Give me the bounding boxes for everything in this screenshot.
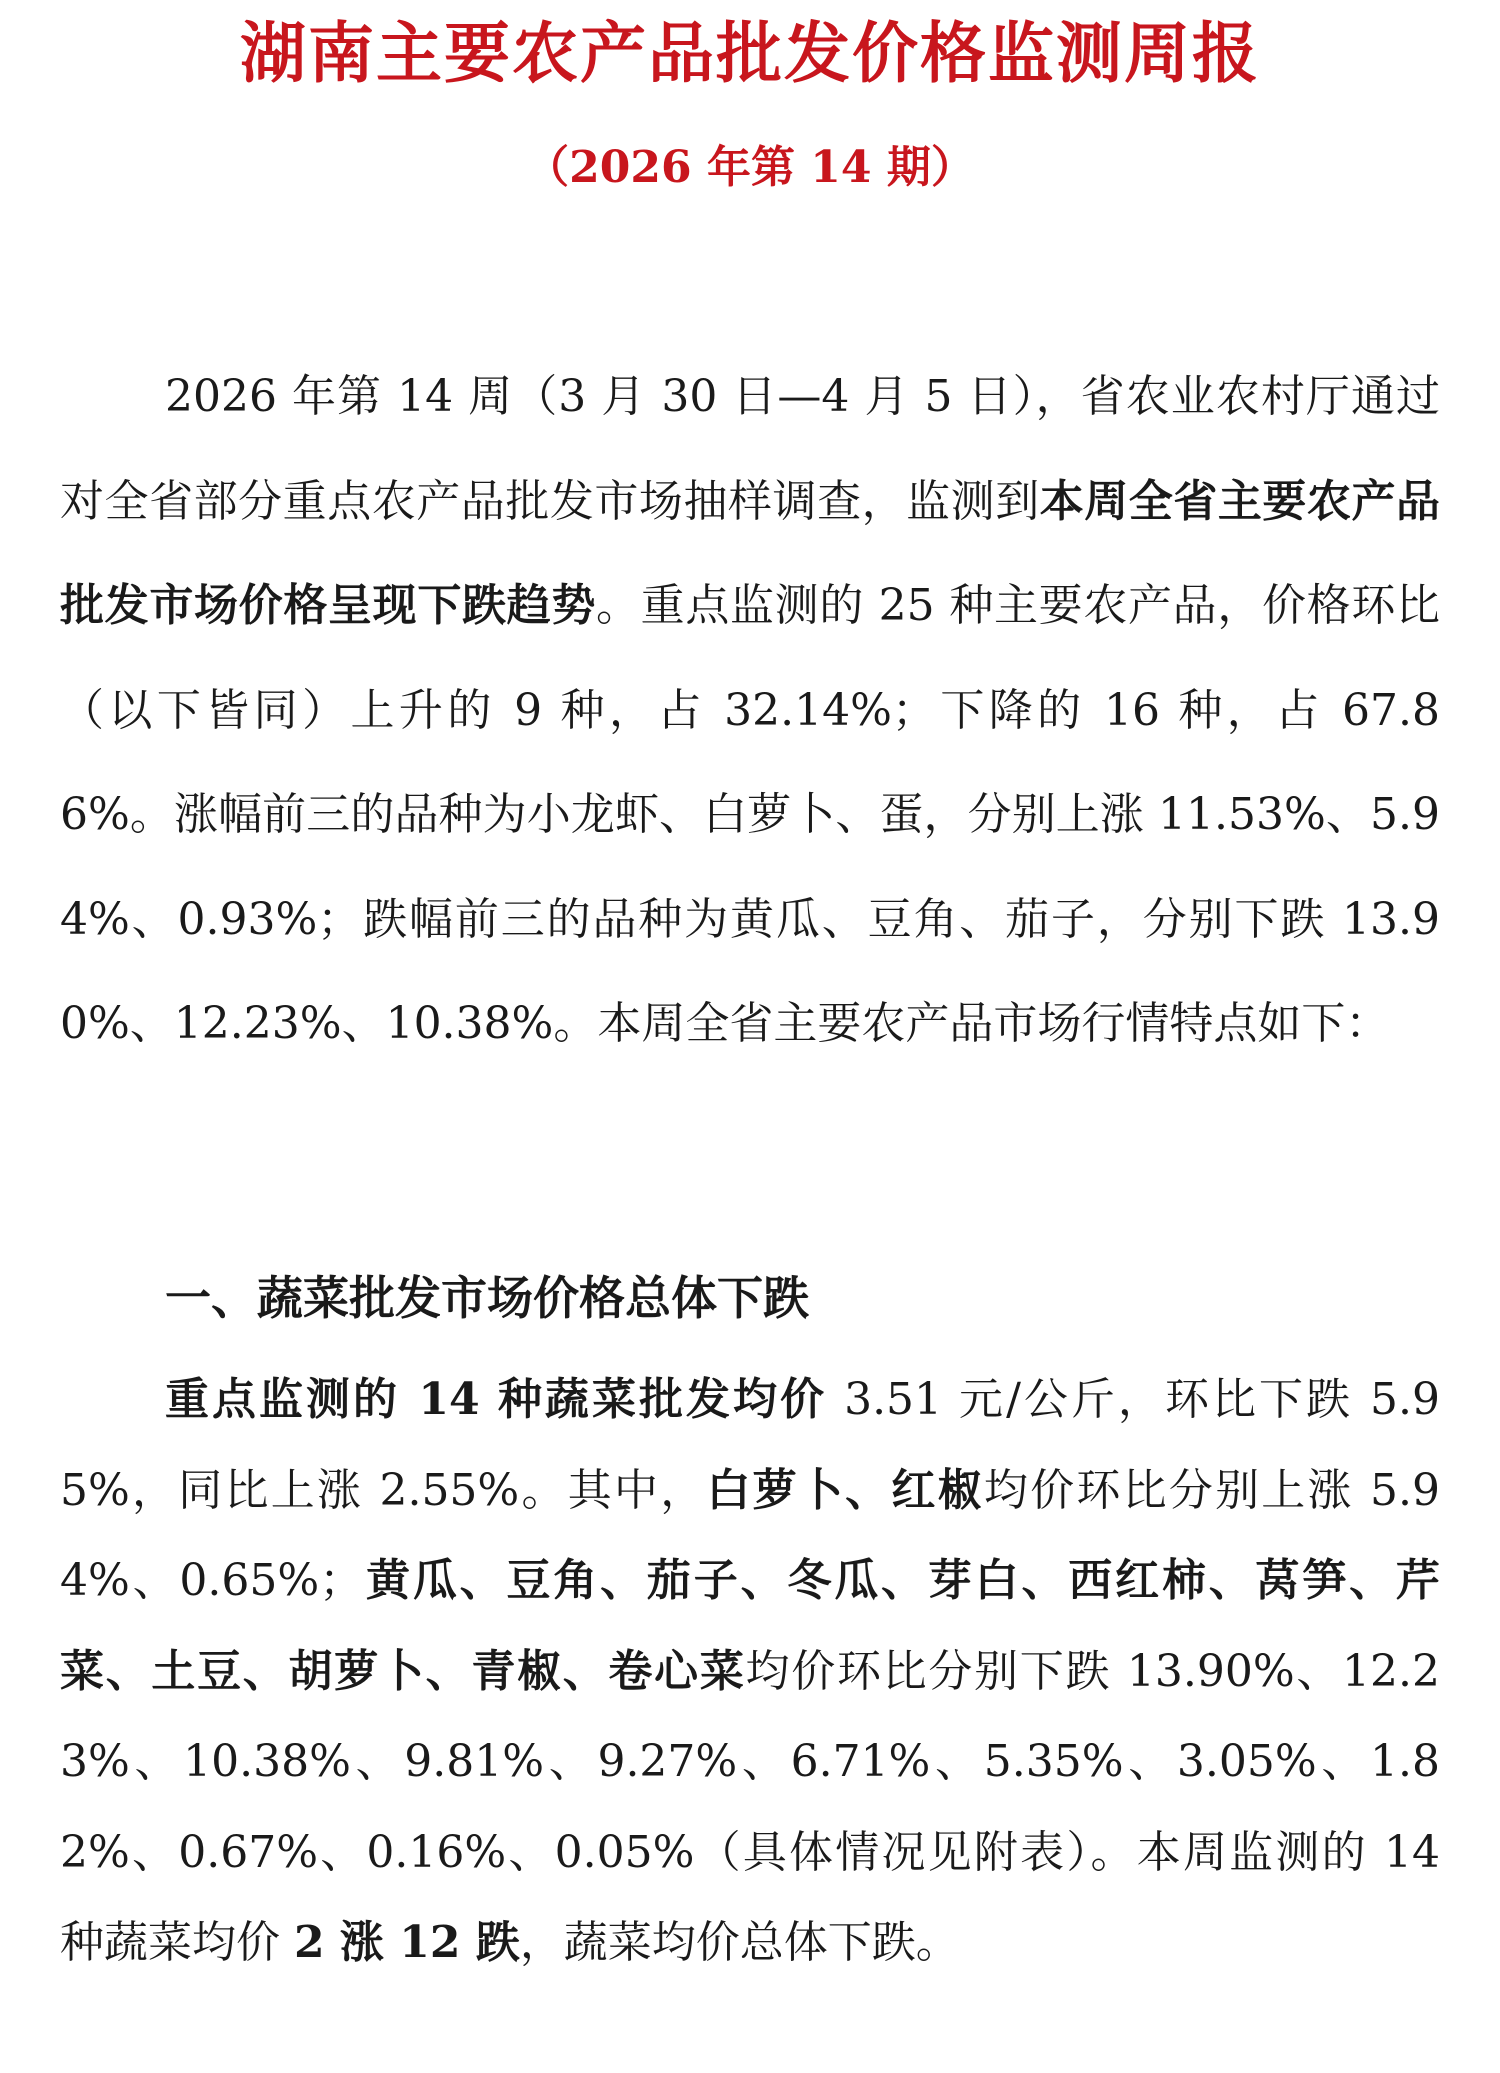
issue-number: （2026 年第 14 期）: [525, 142, 975, 193]
report-title: 湖南主要农产品批发价格监测周报: [240, 14, 1260, 92]
price-tally: 2 涨 12 跌: [294, 1917, 520, 1968]
summary-highlight: 本周全省主要农产品批发市场价格呈现下跌趋势: [60, 475, 1441, 631]
vegetables-paragraph: [60, 1355, 1440, 1989]
vegetables-text-a: 3.51 元/公斤，环比下跌 5.95%，同比上涨 2.55%。其中，: [60, 1374, 1440, 1516]
summary-lead: 2026 年第 14 周（3 月 30 日—4 月 5 日），省农业农村厅通过对全省部分重点农产品批发市场抽样调查，监测到: [60, 371, 1440, 527]
vegetables-text-d: ，蔬菜均价总体下跌。: [519, 1917, 960, 1968]
vegetables-text-b: 均价环比分别上涨 5.94%、0.65%；: [60, 1464, 1440, 1606]
summary-paragraph: [60, 345, 1440, 1077]
summary-body: 。重点监测的 25 种主要农产品，价格环比（以下皆同）上升的 9 种，占 32.14%；下降的 16 种，占 67.86%。涨幅前三的品种为小龙虾、白萝卜、蛋，分别上涨 11.53%、5.94%、0.93%；跌幅前三的品种为黄瓜、豆角、茄子，分别下跌 13.90%、12.23%、10.38%。本周全省主要农产品市场行情特点如下：: [60, 580, 1440, 1049]
vegetables-text-c: 均价环比分别下跌 13.90%、12.23%、10.38%、9.81%、9.27%、6.71%、5.35%、3.05%、1.82%、0.67%、0.16%、0.05%（具体情况见附表）。本周监测的 14 种蔬菜均价: [60, 1645, 1441, 1968]
vegetables-bold-lead: 重点监测的 14 种蔬菜批发均价: [165, 1374, 828, 1425]
falling-items: 黄瓜、豆角、茄子、冬瓜、芽白、西红柿、莴笋、芹菜、土豆、胡萝卜、青椒、卷心菜: [60, 1555, 1440, 1697]
rising-items: 白萝卜、红椒: [706, 1464, 984, 1516]
section-heading-vegetables: 一、蔬菜批发市场价格总体下跌: [165, 1271, 809, 1325]
